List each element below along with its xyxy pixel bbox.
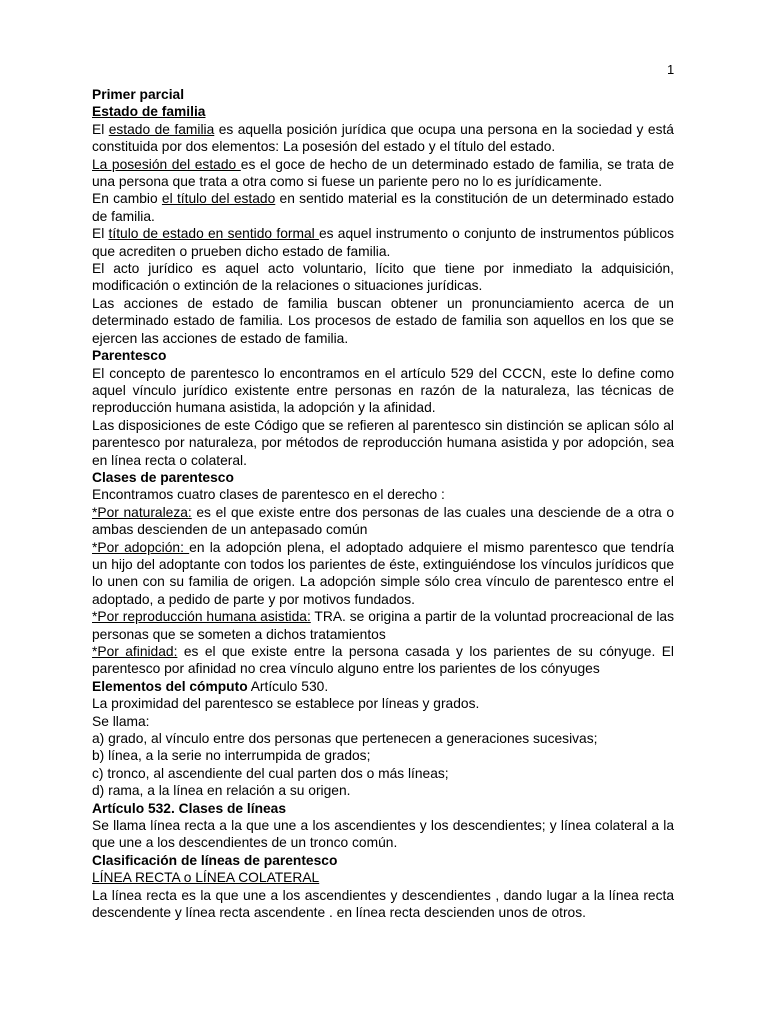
document-body: [92, 86, 674, 922]
heading-clases-de-parentesco: Clases de parentesco: [92, 469, 234, 485]
heading-articulo-532: Artículo 532. Clases de líneas: [92, 800, 287, 816]
document-title: Primer parcial: [92, 87, 185, 102]
list-item: d) rama, a la línea en relación a su origen.: [92, 783, 351, 799]
paragraph: Las disposiciones de este Código que se refieren al parentesco sin distinción se aplican sólo al parentesco por naturaleza, por métodos de reproducción humana asistida y por adopción, sea en línea recta o colateral.: [92, 417, 674, 468]
paragraph: El acto jurídico es aquel acto voluntario, lícito que tiene por inmediato la adquisición, modificación o extinción de la relaciones o situaciones jurídicas.: [92, 261, 674, 294]
paragraph: El título de estado en sentido formal es aquel instrumento o conjunto de instrumentos públicos que acrediten o prueben dicho estado de familia.: [92, 226, 674, 259]
heading-elementos-del-computo: Elementos del cómputo Artículo 530.: [92, 678, 329, 694]
subheading-linea-recta-o-colateral: LÍNEA RECTA o LÍNEA COLATERAL: [92, 870, 320, 886]
heading-parentesco: Parentesco: [92, 348, 167, 364]
paragraph: *Por reproducción humana asistida: TRA. se origina a partir de la voluntad procreacional de las personas que se someten a dichos tratamientos: [92, 609, 675, 642]
list-item: c) tronco, al ascendiente del cual parten dos o más líneas;: [92, 765, 449, 781]
paragraph: Encontramos cuatro clases de parentesco en el derecho :: [92, 487, 445, 503]
definition-list: [92, 730, 674, 800]
paragraph: El concepto de parentesco lo encontramos en el artículo 529 del CCCN, este lo define como aquel vínculo jurídico existente entre personas en razón de la naturaleza, las técnicas de reproducción humana asistida, la adopción y la afinidad.: [92, 365, 674, 416]
paragraph: Se llama línea recta a la que une a los ascendientes y los descendientes; y línea colateral a la que une a los descendientes de un tronco común.: [92, 818, 674, 851]
heading-clasificacion-de-lineas: Clasificación de líneas de parentesco: [92, 852, 338, 868]
underlined-term: estado de familia: [108, 121, 215, 137]
underlined-term: *Por afinidad:: [92, 644, 178, 659]
list-item: a) grado, al vínculo entre dos personas que pertenecen a generaciones sucesivas;: [92, 731, 598, 747]
page-number: 1: [667, 62, 675, 77]
heading-estado-de-familia: Estado de familia: [92, 104, 206, 120]
underlined-term: *Por naturaleza:: [92, 504, 192, 520]
underlined-term: título de estado en sentido formal: [108, 226, 319, 242]
underlined-term: el título del estado: [161, 191, 276, 207]
paragraph: *Por afinidad: es el que existe entre la persona casada y los parientes de su cónyuge. El parentesco por afinidad no crea vínculo alguno entre los parientes de los cónyuges: [92, 644, 674, 677]
paragraph: En cambio el título del estado en sentido material es la constitución de un determinado estado de familia.: [92, 191, 674, 224]
paragraph: La línea recta es la que une a los ascendientes y descendientes , dando lugar a la línea recta descendente y línea recta ascendente . en línea recta descienden unos de otros.: [92, 887, 674, 921]
underlined-term: La posesión del estado: [92, 156, 241, 172]
underlined-term: *Por adopción:: [92, 539, 190, 555]
paragraph: El estado de familia es aquella posición jurídica que ocupa una persona en la sociedad y está constituida por dos elementos: La posesión del estado y el título del estado.: [92, 121, 674, 155]
paragraph: Las acciones de estado de familia buscan obtener un pronunciamiento acerca de un determinado estado de familia. Los procesos de estado de familia son aquellos en los que se ejercen las acciones de estado de familia.: [92, 295, 674, 346]
paragraph: Se llama:: [92, 713, 150, 729]
underlined-term: *Por reproducción humana asistida:: [92, 609, 311, 625]
paragraph: La posesión del estado es el goce de hecho de un determinado estado de familia, se trata de una persona que trata a otra como si fuese un pariente pero no lo es jurídicamente.: [92, 156, 675, 190]
list-item: b) línea, a la serie no interrumpida de grados;: [92, 748, 371, 764]
paragraph: La proximidad del parentesco se establece por líneas y grados.: [92, 696, 480, 712]
paragraph: *Por adopción: en la adopción plena, el adoptado adquiere el mismo parentesco que tendría un hijo del adoptante con todos los parientes de éste, extinguiéndose los vínculos jurídicos que lo unen con su familia de origen. La adopción simple sólo crea vínculo de parentesco entre el adoptado, a pedido de parte y por motivos fundados.: [92, 539, 674, 607]
paragraph: *Por naturaleza: es el que existe entre dos personas de las cuales una desciende de a otra o ambas descienden de un antepasado común: [92, 504, 675, 538]
